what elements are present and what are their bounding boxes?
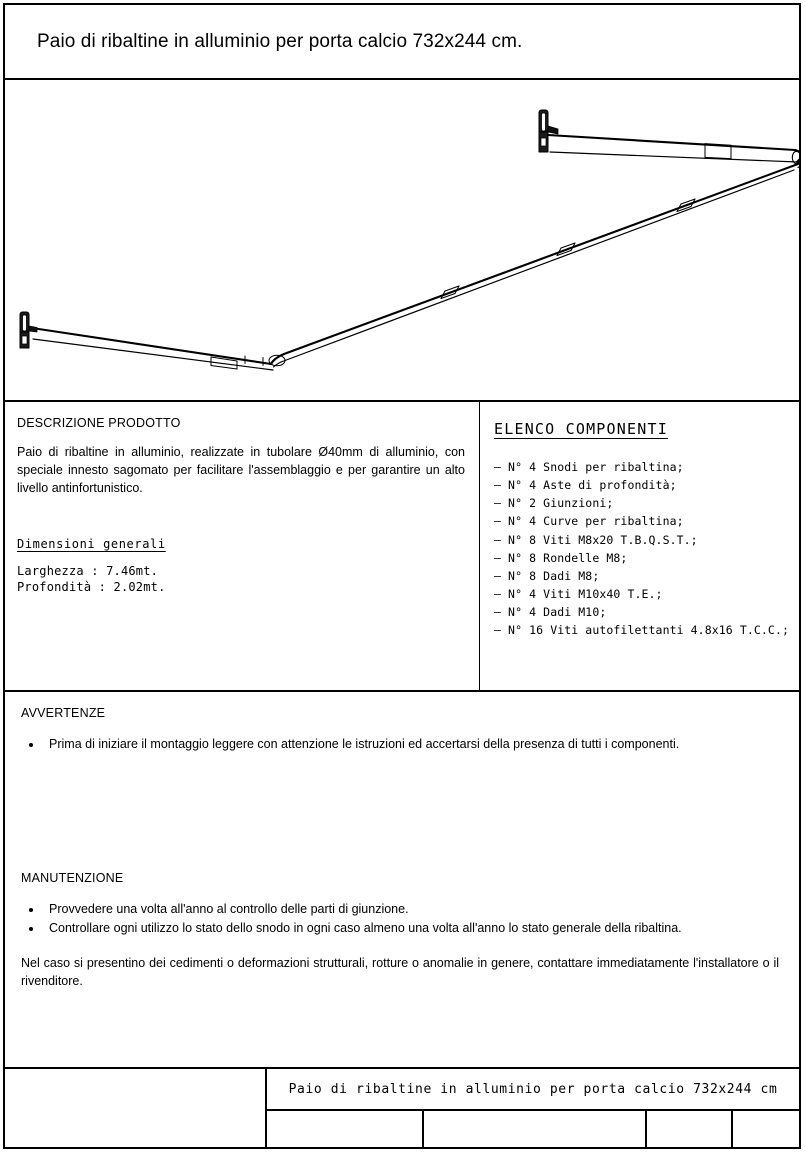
dimensions-heading: Dimensioni generali (17, 537, 166, 552)
title-band (5, 5, 799, 80)
title-block-cell-2 (424, 1111, 647, 1147)
bracket-lower-left-icon (20, 312, 37, 348)
list-item: – N° 8 Rondelle M8; (494, 550, 628, 565)
list-item: – N° 4 Dadi M10; (494, 605, 607, 620)
description-body: Paio di ribaltine in alluminio, realizzate in tubolare Ø40mm di alluminio, con speciale innesto sagomato per facilitare l'assemblaggio e per garantire un alto livello antinfortunistico. (17, 445, 465, 495)
title-block-title: Paio di ribaltine in alluminio per porta calcio 732x244 cm (288, 1081, 778, 1097)
title-block-cells (267, 1111, 799, 1147)
title-block-cell-3 (647, 1111, 733, 1147)
warnings-list (21, 736, 779, 754)
title-block-cell-1 (267, 1111, 424, 1147)
list-item: – N° 4 Curve per ribaltina; (494, 514, 684, 529)
title-block-cell-4 (733, 1111, 799, 1147)
list-item: – N° 4 Aste di profondità; (494, 478, 677, 493)
dimension-depth: Profondità : 2.02mt. (17, 580, 166, 595)
dimension-width: Larghezza : 7.46mt. (17, 564, 159, 579)
title-block (5, 1069, 799, 1147)
technical-drawing-panel (5, 80, 799, 402)
list-item: • Prima di iniziare il montaggio leggere con attenzione le istruzioni ed accertarsi della presenza di tutti i componenti. (43, 736, 779, 754)
components-panel (480, 402, 799, 690)
list-item: – N° 4 Viti M10x40 T.E.; (494, 587, 663, 602)
maintenance-note: Nel caso si presentino dei cedimenti o deformazioni strutturali, rotture o anomalie in genere, contattare immediatamente l'installatore o il rivenditore. (21, 956, 779, 988)
list-item: • Provvedere una volta all'anno al controllo delle parti di giunzione. (43, 901, 779, 919)
list-item: – N° 2 Giunzioni; (494, 496, 614, 511)
list-item: – N° 8 Viti M8x20 T.B.Q.S.T.; (494, 532, 698, 547)
page-title: Paio di ribaltine in alluminio per porta calcio 732x244 cm. (37, 30, 523, 52)
list-item: – N° 8 Dadi M8; (494, 568, 600, 583)
maintenance-list (21, 901, 779, 938)
product-description-panel (5, 402, 480, 690)
list-item: • Controllare ogni utilizzo lo stato dello snodo in ogni caso almeno una volta all'anno lo stato generale della ribaltina. (43, 920, 779, 938)
info-band (5, 402, 799, 692)
title-block-title-row (267, 1069, 799, 1111)
drawing-sheet (3, 3, 801, 1149)
notes-spacer (21, 755, 779, 871)
components-list (494, 458, 789, 640)
maintenance-heading: MANUTENZIONE (21, 870, 124, 885)
bracket-upper-right-icon (539, 110, 558, 152)
list-item: – N° 4 Snodi per ribaltina; (494, 460, 684, 474)
ribaltina-assembly-drawing (5, 80, 799, 400)
title-block-right (267, 1069, 799, 1147)
notes-band (5, 692, 799, 1069)
list-item: – N° 16 Viti autofilettanti 4.8x16 T.C.C.; (494, 623, 789, 638)
description-heading: DESCRIZIONE PRODOTTO (17, 416, 181, 430)
title-block-logo-cell (5, 1069, 267, 1147)
warnings-heading: AVVERTENZE (21, 706, 106, 720)
components-heading: ELENCO COMPONENTI (494, 420, 668, 438)
